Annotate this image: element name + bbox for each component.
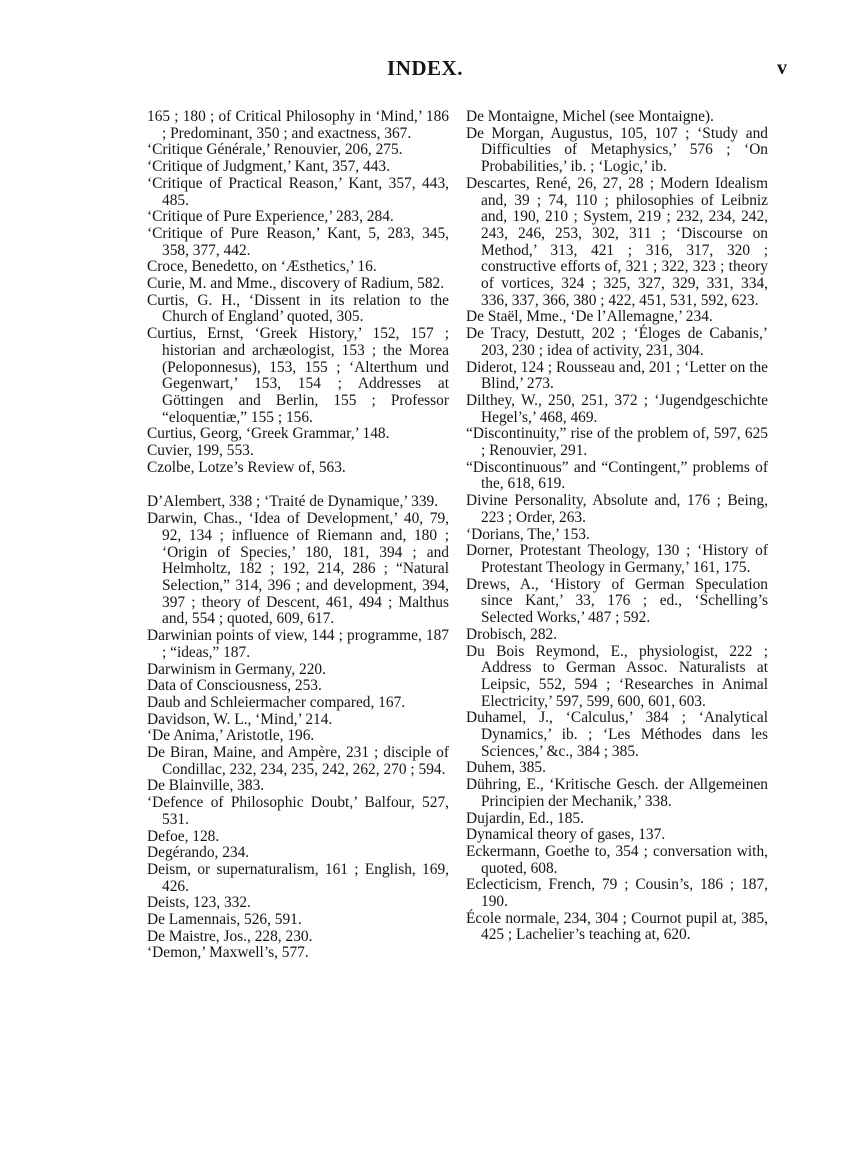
index-entry: ‘Critique of Judgment,’ Kant, 357, 443.: [147, 158, 390, 176]
index-entry: Dujardin, Ed., 185.: [466, 809, 584, 827]
index-entry: Darwinian points of view, 144 ; programme, 187 ; “ideas,” 187.: [147, 627, 449, 661]
index-entry: “Discontinuous” and “Contingent,” problems of the, 618, 619.: [466, 458, 768, 493]
index-entry: Deists, 123, 332.: [147, 894, 251, 912]
index-entry: De Montaigne, Michel (see Montaigne).: [466, 108, 714, 125]
index-entry: D’Alembert, 338 ; ‘Traité de Dynamique,’ 339.: [147, 493, 439, 511]
page-number: v: [777, 57, 787, 79]
index-entry: De Biran, Maine, and Ampère, 231 ; disciple of Condillac, 232, 234, 235, 242, 262, 270 ; 594.: [147, 744, 449, 778]
index-entry: Dühring, E., ‘Kritische Gesch. der Allgemeinen Principien der Mechanik,’ 338.: [466, 776, 768, 810]
index-entry: Diderot, 124 ; Rousseau and, 201 ; ‘Letter on the Blind,’ 273.: [466, 358, 768, 393]
index-column-right: [466, 109, 768, 944]
index-entry: “Discontinuity,” rise of the problem of, 597, 625 ; Renouvier, 291.: [466, 425, 768, 460]
index-entry: Davidson, W. L., ‘Mind,’ 214.: [147, 710, 333, 728]
index-entry: École normale, 234, 304 ; Cournot pupil at, 385, 425 ; Lachelier’s teaching at, 620.: [466, 909, 768, 944]
index-entry: Darwinism in Germany, 220.: [147, 660, 326, 678]
section-gap: [147, 476, 449, 494]
index-entry: Defoe, 128.: [147, 827, 220, 845]
index-entry: ‘Critique of Pure Experience,’ 283, 284.: [147, 208, 394, 226]
index-entry: Darwin, Chas., ‘Idea of Development,’ 40, 79, 92, 134 ; influence of Riemann and, 180 ; ‘Origin of Species,’ 180, 181, 394 ; and Helmholtz, 182 ; 192, 214, 286 ; “Natural Selection,” 314, 396 ; and development, 394, 397 ; theory of Descent, 461, 494 ; Malthus and, 554 ; quoted, 609, 617.: [147, 510, 449, 628]
index-entry: Eclecticism, French, 79 ; Cousin’s, 186 ; 187, 190.: [466, 876, 768, 911]
index-entry: Dorner, Protestant Theology, 130 ; ‘History of Protestant Theology in Germany,’ 161, 175.: [466, 542, 768, 576]
index-entry: De Morgan, Augustus, 105, 107 ; ‘Study and Difficulties of Metaphysics,’ 576 ; ‘On Probabilities,’ ib. ; ‘Logic,’ ib.: [466, 124, 768, 176]
index-entry: Curie, M. and Mme., discovery of Radium, 582.: [147, 275, 445, 293]
index-entry: De Lamennais, 526, 591.: [147, 911, 302, 929]
index-entry: 165 ; 180 ; of Critical Philosophy in ‘Mind,’ 186 ; Predominant, 350 ; and exactness, 367.: [147, 108, 449, 142]
index-entry: ‘Critique of Pure Reason,’ Kant, 5, 283, 345, 358, 377, 442.: [147, 224, 449, 259]
index-column-left: [147, 109, 449, 962]
index-entry: ‘Demon,’ Maxwell’s, 577.: [147, 944, 309, 962]
index-entry: Drobisch, 282.: [466, 625, 558, 643]
index-entry: Croce, Benedetto, on ‘Æsthetics,’ 16.: [147, 258, 377, 276]
index-entry: Curtius, Ernst, ‘Greek History,’ 152, 157 ; historian and archæologist, 153 ; the Morea (Peloponnesus), 153, 155 ; ‘Alterthum und Gegenwart,’ 153, 154 ; Addresses at Göttingen and Berlin, 155 ; Professor “eloquentiæ,” 155 ; 156.: [147, 325, 449, 426]
index-entry: Duhamel, J., ‘Calculus,’ 384 ; ‘Analytical Dynamics,’ ib. ; ‘Les Méthodes dans les Sciences,’ &c., 384 ; 385.: [466, 709, 768, 760]
index-entry: De Blainville, 383.: [147, 777, 265, 795]
index-entry: Duhem, 385.: [466, 759, 546, 777]
index-entry: Du Bois Reymond, E., physiologist, 222 ; Address to German Assoc. Naturalists at Leipsic, 552, 594 ; ‘Researches in Animal Electricity,’ 597, 599, 600, 601, 603.: [466, 642, 768, 710]
page-header: [0, 56, 850, 86]
index-entry: Degérando, 234.: [147, 844, 250, 862]
index-entry: Dynamical theory of gases, 137.: [466, 826, 666, 844]
index-entry: Daub and Schleiermacher compared, 167.: [147, 693, 406, 711]
index-entry: De Tracy, Destutt, 202 ; ‘Éloges de Cabanis,’ 203, 230 ; idea of activity, 231, 304.: [466, 325, 768, 359]
index-entry: Eckermann, Goethe to, 354 ; conversation with, quoted, 608.: [466, 842, 768, 877]
index-entry: ‘Defence of Philosophic Doubt,’ Balfour, 527, 531.: [147, 794, 449, 828]
index-entry: Curtius, Georg, ‘Greek Grammar,’ 148.: [147, 425, 390, 443]
index-entry: Data of Consciousness, 253.: [147, 677, 322, 695]
index-entry: ‘Critique of Practical Reason,’ Kant, 357, 443, 485.: [147, 174, 449, 209]
index-entry: Curtis, G. H., ‘Dissent in its relation to the Church of England’ quoted, 305.: [147, 291, 449, 326]
running-title: INDEX.: [387, 56, 463, 80]
index-entry: ‘Dorians, The,’ 153.: [466, 525, 590, 543]
index-entry: ‘Critique Générale,’ Renouvier, 206, 275.: [147, 141, 403, 159]
index-entry: Dilthey, W., 250, 251, 372 ; ‘Jugendgeschichte Hegel’s,’ 468, 469.: [466, 391, 768, 426]
index-entry: Czolbe, Lotze’s Review of, 563.: [147, 458, 346, 476]
index-entry: Deism, or supernaturalism, 161 ; English, 169, 426.: [147, 860, 449, 895]
index-entry: Descartes, René, 26, 27, 28 ; Modern Idealism and, 39 ; 74, 110 ; philosophies of Leibniz and, 190, 210 ; System, 219 ; 232, 234, 242, 243, 246, 253, 302, 311 ; ‘Discourse on Method,’ 313, 421 ; 316, 317, 320 ; constructive efforts of, 321 ; 322, 323 ; theory of vortices, 324 ; 325, 327, 329, 331, 334, 336, 337, 366, 380 ; 422, 451, 531, 592, 623.: [466, 174, 768, 309]
index-entry: Divine Personality, Absolute and, 176 ; Being, 223 ; Order, 263.: [466, 492, 768, 526]
index-entry: Drews, A., ‘History of German Speculation since Kant,’ 33, 176 ; ed., ‘Schelling’s Selected Works,’ 487 ; 592.: [466, 575, 768, 627]
index-entry: De Staël, Mme., ‘De l’Allemagne,’ 234.: [466, 308, 713, 326]
index-entry: De Maistre, Jos., 228, 230.: [147, 927, 313, 945]
index-entry: Cuvier, 199, 553.: [147, 442, 254, 460]
index-entry: ‘De Anima,’ Aristotle, 196.: [147, 727, 315, 745]
